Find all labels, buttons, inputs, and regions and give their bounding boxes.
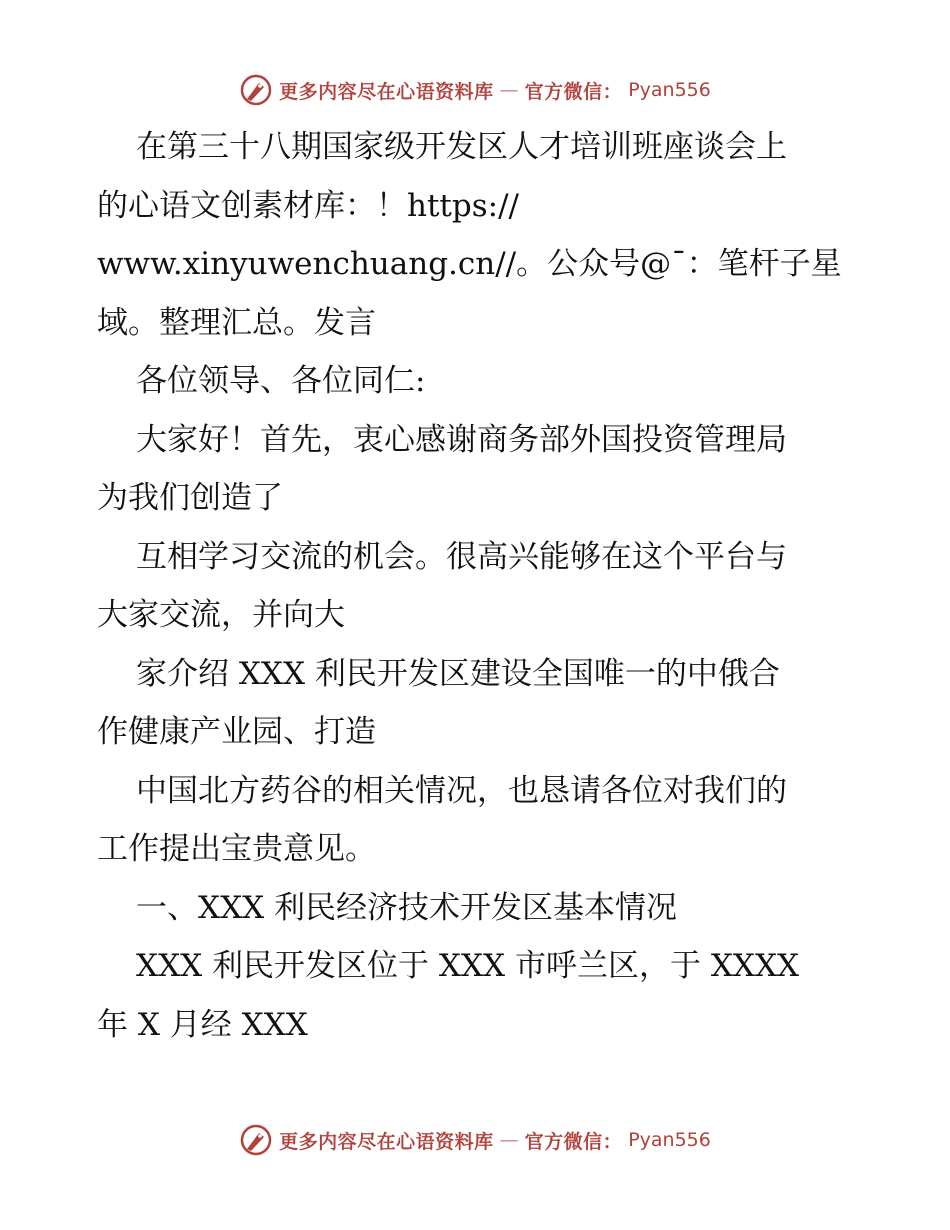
header-banner xyxy=(0,70,950,110)
text-line: 大家好！首先，衷心感谢商务部外国投资管理局 xyxy=(136,421,787,458)
banner-slogan: 更多内容尽在心语资料库 xyxy=(279,1130,494,1153)
text-line: 工作提出宝贵意见。 xyxy=(97,831,376,867)
text-line: 域。整理汇总。发言 xyxy=(97,304,376,341)
section-heading: 一、XXX 利民经济技术开发区基本情况 xyxy=(136,889,678,926)
banner-account: Pyan556 xyxy=(628,1129,711,1151)
footer-banner xyxy=(0,1120,950,1160)
text-line: XXX 利民开发区位于 XXX 市呼兰区，于 XXXX xyxy=(136,948,800,984)
salutation: 各位领导、各位同仁: xyxy=(136,363,426,399)
banner-separator: — xyxy=(499,1129,519,1151)
text-line: 为我们创造了 xyxy=(97,480,283,516)
text-line: 年 X 月经 XXX xyxy=(97,1006,308,1043)
banner-separator: — xyxy=(499,79,519,101)
pen-nib-logo-icon xyxy=(239,73,273,107)
text-line: 在第三十八期国家级开发区人才培训班座谈会上 xyxy=(136,129,787,165)
text-line: 的心语文创素材库：！https:// xyxy=(97,187,519,224)
banner-account: Pyan556 xyxy=(628,79,711,101)
text-line: 中国北方药谷的相关情况，也恳请各位对我们的 xyxy=(136,772,787,809)
pen-nib-logo-icon xyxy=(239,1123,273,1157)
document-body xyxy=(97,118,857,1054)
text-line: 作健康产业园、打造 xyxy=(97,714,376,750)
banner-official-label: 官方微信： xyxy=(524,1130,623,1153)
text-line: www.xinyuwenchuang.cn//。公众号@¯：笔杆子星 xyxy=(97,246,842,282)
banner-official-label: 官方微信： xyxy=(524,80,623,103)
banner-slogan: 更多内容尽在心语资料库 xyxy=(279,80,494,103)
text-line: 互相学习交流的机会。很高兴能够在这个平台与 xyxy=(136,538,787,575)
text-line: 大家交流，并向大 xyxy=(97,597,345,633)
text-line: 家介绍 XXX 利民开发区建设全国唯一的中俄合 xyxy=(136,655,780,692)
